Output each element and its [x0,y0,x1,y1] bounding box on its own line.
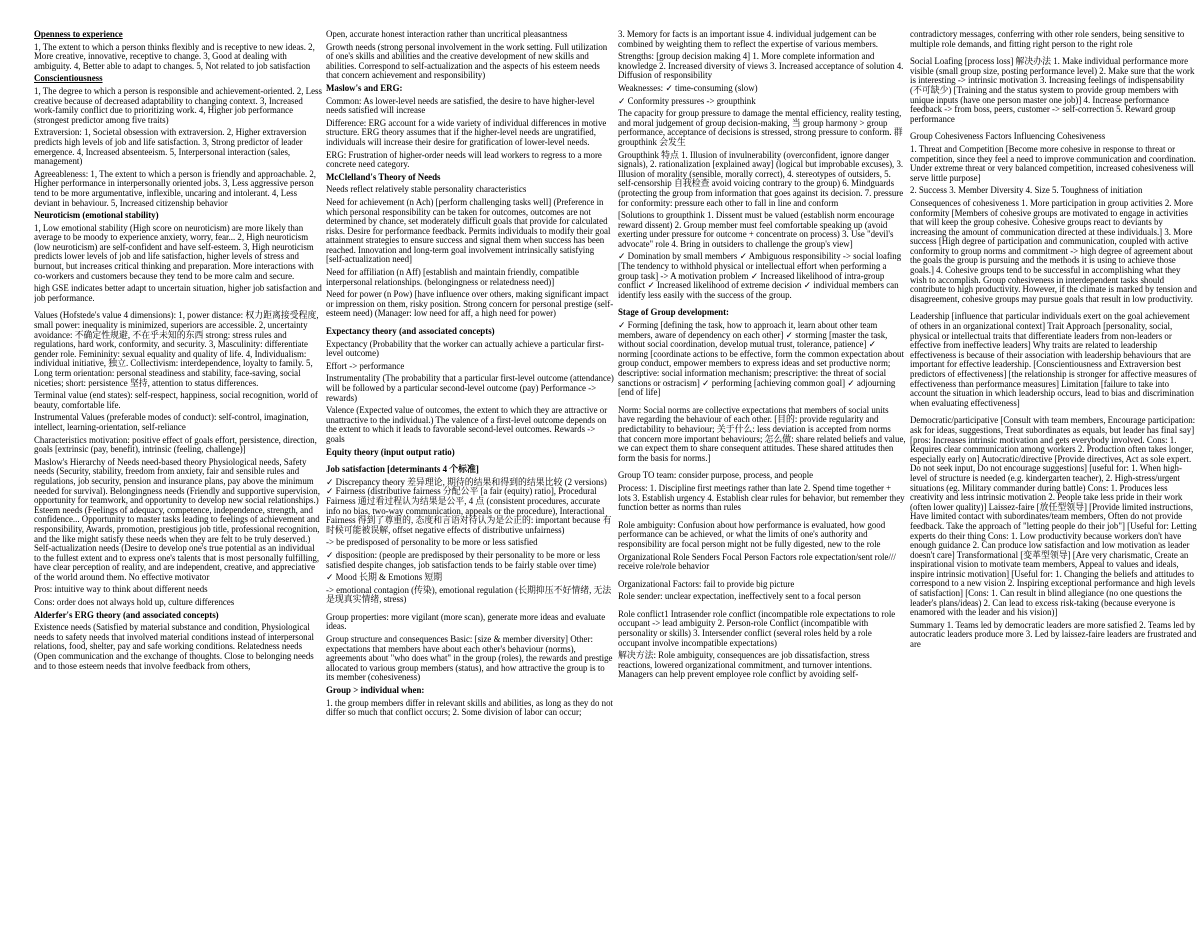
heading-job-satisfaction: Job satisfaction [determinants 4 个标准] [326,464,479,475]
text-block: ✓ Forming [defining the task, how to approach it, learn about other team members, aware of dependency on each other] ✓ storming [master the task, without social coordination, develop mutual trust, tolerance, patience] ✓ norming [coordinate actions to be effective, form the common expectation about group conduct, empower members to express ideas and set productive norm; descriptive: social information mechanism; prescriptive: the threat of social sanctions or ostracism] ✓ performing [achieving common goal] ✓ adjourning [end of life] [618,320,904,398]
notes-column-4 [910,30,1198,921]
text-block: Difference: ERG account for a wide variety of individual differences in motive structure. ERG theory assumes that if the higher-level needs are ungratified, individuals will increase their desire for gratification of lower-level needs. [326,117,607,147]
text-block: ✓ disposition: (people are predisposed by their personality to be more or less satisfied despite changes, job satisfaction tends to be fairly stable over time) [326,549,601,570]
text-block: Cons: order does not always hold up, culture differences [34,597,235,608]
text-block: ✓ Mood 长期 & Emotions 短期 [326,572,443,583]
text-block: Summary 1. Teams led by democratic leaders are more satisfied 2. Teams led by autocratic leaders produce more 3. Led by laissez-faire leaders are frustrated and are [910,619,1197,650]
text-block: Democratic/participative [Consult with team members, Encourage participation: ask for ideas, suggestions, Treat subordinates as equals, but leader has final say] [pros: Increases intrinsic motivation and gets everybody involved. Cons: 1. Requires clear communication among workers 2. Production often takes longer, especially early on] Autocratic/directive [Provide directives, Act as sole expert. Do not seek input, Do not encourage suggestions] [useful for: 1. When high-level of structure is needed (e.g. kindergarten teacher), 2. High-stress/urgent situations (eg. Military commander during battle) Cons: 1. Produces less creativity and less intrinsic motivation 2. People take less pride in their work (often lower quality)] Laissez-faire [放任型领导] [Provide limited instructions, Have limited contact with subordinates/team members, Often do not provide feedback. Take the approach of "letting people do their job"] [Useful for: Letting experts do their thing Cons: 1. Low productivity because workers don't have enough guidance 2. Can produce low satisfaction and low motivation as leader doesn't care] Transformational [变革型领导] [Are very charismatic, Create an inspirational vision to motivate team members, Appeal to values and ideals, inspire intrinsic motivation] [Useful for: 1. Changing the beliefs and attitudes to correspond to a new vision 2. Inspiring exceptional performance and high levels of satisfaction] [Cons: 1. Can result in blind allegiance (no one questions the leader's plans/ideas) 2. Can lead to excess risk-taking (because everyone is enamored with the leader and his vision)] [910,415,1197,618]
notes-column-2 [326,30,614,921]
text-block: Common: As lower-level needs are satisfied, the desire to have higher-level needs satisfied will increase [326,95,595,116]
text-block: Growth needs (strong personal involvement in the work setting. Full utilization of one's skills and abilities and the creative development of new skills and abilities. Correspond to self-actualization and the aspects of his esteem needs that concern achievement and responsibility) [326,41,608,81]
text-block: 3. Memory for facts is an important issue 4. individual judgement can be combined by weighting them to reflect the expertise of various members. [618,30,879,49]
text-block: Organizational Role Senders Focal Person Factors role expectation/sent role/// receive role/role behavior [618,551,896,572]
text-block: Role sender: unclear expectation, ineffectively sent to a focal person [618,591,861,602]
text-block: Leadership [influence that particular individuals exert on the goal achievement of others in an organizational context] Trait Approach [personality, social, physical or intellectual traits that differentiate leaders from non-leaders or effective from ineffective leaders] Why traits are related to leadership effectiveness is because of their association with leadership behaviours that are important for effective leadership. [Conscientiousness and Extraversion best predictors of effectiveness] [the relationship is stronger for affective measures of effectiveness than performance measures] Limitation [failure to take into account the situation in which leadership occurs, lead to bias and discrimination when evaluating effectiveness] [910,311,1197,408]
text-block: Needs reflect relatively stable personality characteristics [326,184,527,195]
text-block: 2. Success 3. Member Diversity 4. Size 5. Toughness of initiation [910,185,1143,196]
notes-column-3 [618,30,906,921]
text-block: Weaknesses: ✓ time-consuming (slow) [618,82,758,93]
heading-mcclelland: McClelland's Theory of Needs [326,171,441,182]
text-block: contradictory messages, conferring with other role senders, being sensitive to multiple role demands, and fitting right person to the right role [910,30,1185,49]
text-block: Need for affiliation (n Aff) [establish and maintain friendly, compatible interpersonal relationships. (belongingness or relatedness need)] [326,267,579,287]
text-block: Effort -> performance [326,360,405,371]
text-block: ✓ Domination by small members ✓ Ambiguous responsibility -> social loafing [The tendency to withhold physical or intellectual effort when performing a group task] -> A motivation problem ✓ Increased likelihood of intra-group conflict ✓ Increased likelihood of extreme decision ✓ individual members can identify less easily with the success of the group. [618,251,902,300]
text-block: 解决方法: Role ambiguity, consequences are job dissatisfaction, stress reactions, lowered organizational commitment, and turnover intentions. Managers can help prevent employee role conflict by avoiding self- [618,650,872,680]
text-block: Instrumental Values (preferable modes of conduct): self-control, imagination, intellect, learning-orientation, self-reliance [34,412,309,432]
text-block: Group properties: more vigilant (more scan), generate more ideas and evaluate ideas. [326,611,606,632]
text-block: Terminal value (end states): self-respect, happiness, social recognition, world of beauty, comfortable life. [34,390,318,410]
text-block: Characteristics motivation: positive effect of goals effort, persistence, direction, goals [extrinsic (pay, benefit), intrinsic (feeling, challenge)] [34,434,317,455]
text-block: Group structure and consequences Basic: [size & member diversity] Other: expectations that members have about each other's behaviour (norms), agreements about "who does what" in the group (roles), the rewards and prestige allocated to various group members (status), and how attractive the group is to its member (cohesiveness) [326,634,613,683]
heading-expectancy: Expectancy theory (and associated concepts) [326,326,495,337]
text-block: Group TO team: consider purpose, process, and people [618,470,814,481]
notes-column-1 [34,30,322,921]
heading-openness: Openness to experience [34,30,123,39]
text-block: Extraversion: 1, Societal obsession with extraversion. 2, Higher extraversion predicts high levels of job and life satisfaction. 3, Strong predictor of leader emergence. 4, Increased absenteeism. 5, Interpersonal interaction (sales, management) [34,127,307,167]
text-block: Agreeableness: 1, The extent to which a person is friendly and approachable. 2, Higher performance in interpersonally oriented jobs. 3, Less aggressive person tend to be more argumentative, inflexible, uncaring and intolerant. 4, Less deviant in behaviour. 5, Increased citizenship behavior [34,168,317,208]
text-block: 1. Threat and Competition [Become more cohesive in response to threat or competition, since they feel a need to improve communication and coordination. Under extreme threat or very balanced competition, increased cohesiveness will serve little purpose] [910,143,1196,183]
text-block: ✓ Conformity pressures -> groupthink [618,95,756,106]
text-block: 1, The extent to which a person thinks flexibly and is receptive to new ideas. 2, More creative, innovative, receptive to change. 3, Good at dealing with ambiguity. 4, Better able to adapt to changes. 5, Not related to job satisfaction [34,41,315,71]
text-block: ERG: Frustration of higher-order needs will lead workers to regress to a more concrete need category. [326,149,602,170]
text-block: Groupthink 特点 1. Illusion of invulnerability (overconfident, ignore danger signals), 2. rationalization [explained away] (logical but improbable excuses), 3. Illusion of morality (sensible, morally correct), 4. stereotypes of outsiders, 5. self-censorship 自我检查 avoid voicing contrary to the group) 6. Mindguards (protecting the group from information that goes against its decision. 7. pressure for conformity: pressure each other to fall in line and conform [618,149,904,208]
heading-conscientiousness: Conscientiousness [34,73,103,84]
text-block: Role ambiguity: Confusion about how performance is evaluated, how good performance can be achieved, or what the limits of one's authority and responsibility are focal person might not be fully digested, new to the role [618,519,886,549]
text-block: Expectancy (Probability that the worker can actually achieve a particular first-level outcome) [326,338,604,359]
text-block: 1, The degree to which a person is responsible and achievement-oriented. 2, Less creative because of decreased adaptability to changing context. 3, Increased work-family conflict due to prioritizing work. 4, Higher job performance (strongest predictor among five traits) [34,85,322,125]
text-block: Organizational Factors: fail to provide big picture [618,578,795,589]
text-block: Strengths: [group decision making 4] 1. More complete information and knowledge 2. Increased diversity of views 3. Increased acceptance of solution 4. Diffusion of responsibility [618,51,904,81]
text-block: Existence needs (Satisfied by material substance and condition, Physiological needs to safety needs that involved material conditions instead of interpersonal relations, food, shelter, pay and safe working conditions. Relatedness needs (Open communication and the exchange of thoughts. Close to belonging needs and to those esteem needs that involve feedback from others, [34,622,314,671]
text-block: Need for achievement (n Ach) [perform challenging tasks well] (Preference in which personal responsibility can be taken for outcomes, outcomes are not determined by chance, set moderately difficult goals that provide for calculated risks. Desire for performance feedback. Permits individuals to modify their goal attainment strategies to ensure success and signal them when success has been reached. Innovation and long-term goal involvement intrinsically satisfying [self-actualization need] [326,196,611,265]
text-block: -> emotional contagion (传染), emotional regulation (长期抑压不好情绪, 无法是现真实情绪, stress) [326,584,612,605]
heading-neuroticism: Neuroticism (emotional stability) [34,210,159,221]
text-block: Social Loafing [process loss] 解决办法 1. Make individual performance more visible (small group size, posting performance level) 2. Make sure that the work is interesting -> intrinsic motivation 3. Increasing feelings of indispensability (不可缺少) [Training and the status system to provide group members with unique inputs (have one person master one job)] 4. Increase performance feedback -> from boss, peers, customer -> self-correction 5. Reward group performance [910,56,1195,124]
text-block: Norm: Social norms are collective expectations that members of social units have regarding the behaviour of each other. [目的: provide regularity and predictability to behaviour; 关于什么: less deviation is accepted from norms that concern more important behaviours; 怎么做: share related beliefs and value, we can expect them to share consequent attitudes. These shared attitudes then form the basis for norms.] [618,404,906,463]
text-block: ✓ Discrepancy theory 差异理论, 期待的结果和得到的结果比较 (2 versions) ✓ Fairness (distributive fairness 分配公平 [a fair (equity) ratio], Procedural Fairness 通过看过程认为结果是公平, 4 点 (consistent procedures, accurate info no bias, two-way communication, appeals or the procedure), Interactional Fairness 得到了尊重的, 态度和言语对待认为是公正的: important because 有时候可能被误解, offset negative effects of distributive unfairness) [326,476,612,535]
heading-group-development: Stage of Group development: [618,307,730,318]
text-block: 1, Low emotional stability (High score on neuroticism) are more likely than average to be moody to experience anxiety, worry, fear... 2, High neuroticism (low neuroticism) are self-confident and have self-esteem. 3, High neuroticism predicts lower levels of job and life satisfaction, higher levels of stress and burnout, but increases critical thinking and preparation. More interactions with co-workers and customers because they tend to be more calm and secure. [34,222,314,281]
text-block: -> be predisposed of personality to be more or less satisfied [326,537,538,548]
text-block: 1. the group members differ in relevant skills and abilities, as long as they do not differ so much that conflict occurs; 2. Some division of labor can occur; [326,697,613,718]
text-block: The capacity for group pressure to damage the mental efficiency, reality testing, and moral judgement of group decision-making, 当 group harmony > group performance, acceptance of decisions is stressed, strong pressure to conform. 群 groupthink 会发生 [618,108,903,147]
heading-erg: Alderfer's ERG theory (and associated concepts) [34,609,219,620]
heading-equity: Equity theory (input output ratio) [326,446,455,457]
heading-cohesiveness: Group Cohesiveness Factors Influencing Cohesiveness [910,131,1106,142]
text-block: Pros: intuitive way to think about different needs [34,584,208,595]
heading-maslow-erg: Maslow's and ERG: [326,82,403,93]
text-block: Open, accurate honest interaction rather than uncritical pleasantness [326,30,568,39]
text-block: Need for power (n Pow) [have influence over others, making significant impact or impression on them, risky position. Strong concern for personal prestige (self-esteem need) (Manager: low need for aff, a high need for power) [326,289,614,319]
text-block: Consequences of cohesiveness 1. More participation in group activities 2. More conformity [Members of cohesive groups are motivated to engage in activities that will keep the group cohesive. Cohesive groups react to deviants by increasing the amount of communication directed at these individuals.] 3. More success [High degree of participation and communication, coupled with active conformity to group norms and commitment -> high degree of agreement about the goals the group is pursuing and the methods it is using to achieve those goals.] 4. Cohesive groups tend to be successful in accomplishing what they wish to accomplish. Group cohesiveness in interdependent tasks should contribute to high productivity. However, if the climate is marked by tension and disagreement, cohesive groups may pursue goals that result in low productivity. [910,197,1197,304]
text-block: Role conflict1 Intrasender role conflict (incompatible role expectations to role occupant -> lead ambiguity 2. Person-role Conflict (incompatible with personality or skills) 3. Intersender conflict (several roles held by a role occupant involve incompatible expectations) [618,608,896,648]
text-block: Process: 1. Discipline first meetings rather than late 2. Spend time together + lots 3. Establish urgency 4. Establish clear rules for behavior, but remember they function better as norms than rules [618,482,905,513]
text-block: Values (Hofstede's value 4 dimensions): 1, power distance: 权力距离接受程度, small power: inequality is minimized, superiors are accessible. 2, uncertainty avoidance: 不确定性规避, 不在乎未知的东西 strong: stress rules and regulations, hard work, conformity, and security. 3, Masculinity: differentiate gender role. Femininity: sexual equality and quality of life. 4, Individualism: individual initiative, 独立. Collectivism: interdependence, loyalty to family. 5, Long term orientation: personal steadiness and stability, face-saving, social niceties; short: persistence 坚持, attention to status differences. [34,310,319,388]
text-block: Valence (Expected value of outcomes, the extent to which they are attractive or unattractive to the individual.) The valence of a first-level outcome depends on the extent to which it leads to favorable second-level outcomes. Rewards -> goals [326,405,608,444]
text-block: Maslow's Hierarchy of Needs need-based theory Physiological needs, Safety needs (Security, stability, freedom from anxiety, fair and sensible rules and regulations, job security, pension and insurance plans, pay above the minimum needed for survival). Belongingness needs (Friendly and supportive supervision, opportunity for teamwork, and opportunity to develop new social relationships.) Esteem needs (Feelings of adequacy, competence, independence, strength, and confidence... Opportunity to master tasks leading to feelings of achievement and responsibility, Awards, promotion, prestigious job title, professional recognition, and the like might satisfy these needs when they are felt to be truly deserved.) Self-actualization needs (Desire to develop one's true potential as an individual to the fullest extent and to express one's talents that is most personally fulfilling, have clear perception of reality, and are independent, creative, and appreciative of the world around them. No effective motivator [34,456,320,582]
text-block: Instrumentality (The probability that a particular first-level outcome (attendance) will be followed by a particular second-level outcome (pay) Performance -> rewards) [326,373,614,403]
text-block: [Solutions to groupthink 1. Dissent must be valued (establish norm encourage reward dissent) 2. Group member must feel comfortable speaking up (avoid exerting under pressure for outcome + concentrate on process) 3. Use "devil's advocate" role 4. Bring in outsiders to challenge the group's view] [618,210,895,249]
heading-group-individual: Group > individual when: [326,685,425,696]
text-block: high GSE indicates better adapt to uncertain situation, higher job satisfaction and job performance. [34,283,322,303]
